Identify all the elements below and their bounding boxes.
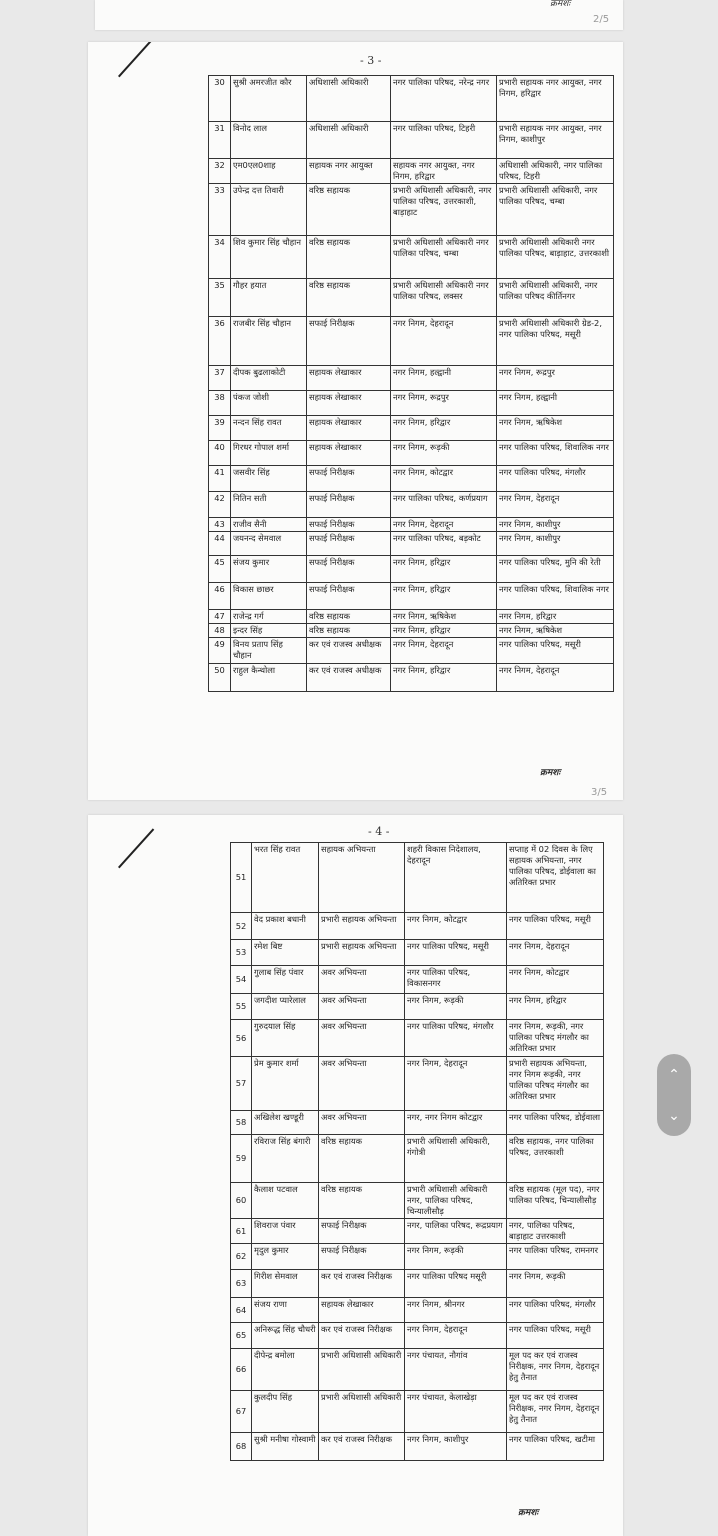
signature-mark: क्रमशः: [550, 0, 571, 9]
cell-sn: 64: [231, 1298, 252, 1323]
cell-name: राजीव सैनी: [231, 518, 307, 532]
cell-to: नगर निगम, हल्द्वानी: [497, 391, 614, 416]
table-row: [209, 122, 614, 159]
table-row: [231, 966, 604, 994]
cell-from: नगर निगम, देहरादून: [391, 518, 497, 532]
table-row: [231, 940, 604, 966]
page-header: - 3 -: [360, 54, 382, 67]
cell-sn: 60: [231, 1183, 252, 1219]
cell-name: विनय प्रताप सिंह चौहान: [231, 638, 307, 664]
cell-post: कर एवं राजस्व निरीक्षक: [319, 1323, 405, 1349]
cell-to: नगर पालिका परिषद, मसूरी: [507, 1323, 604, 1349]
cell-post: सफाई निरीक्षक: [307, 492, 391, 518]
cell-sn: 36: [209, 317, 231, 366]
cell-post: वरिष्ठ सहायक: [307, 184, 391, 236]
cell-post: कर एवं राजस्व अधीक्षक: [307, 664, 391, 692]
cell-name: गुरुदयाल सिंह: [252, 1020, 319, 1057]
cell-to: नगर निगम, काशीपुर: [497, 532, 614, 556]
table-row: [231, 843, 604, 913]
cell-from: नगर, पालिका परिषद, रूद्रप्रयाग: [405, 1219, 507, 1244]
cell-sn: 62: [231, 1244, 252, 1270]
cell-sn: 65: [231, 1323, 252, 1349]
page-number: 2/5: [593, 14, 610, 25]
cell-post: सफाई निरीक्षक: [307, 317, 391, 366]
continued-mark: क्रमशः: [540, 768, 561, 778]
cell-sn: 68: [231, 1433, 252, 1461]
cell-post: अवर अभियन्ता: [319, 966, 405, 994]
page-header: - 4 -: [368, 825, 390, 838]
page-2-bottom: [95, 0, 623, 30]
table-row: [209, 184, 614, 236]
cell-to: नगर पालिका परिषद, डोईवाला: [507, 1111, 604, 1135]
cell-to: नगर पालिका परिषद, मुनि की रेती: [497, 556, 614, 583]
cell-sn: 45: [209, 556, 231, 583]
cell-to: प्रभारी सहायक नगर आयुक्त, नगर निगम, हरिद्वार: [497, 76, 614, 122]
cell-sn: 37: [209, 366, 231, 391]
cell-from: शहरी विकास निदेशालय, देहरादून: [405, 843, 507, 913]
cell-sn: 31: [209, 122, 231, 159]
cell-to: नगर निगम, हरिद्वार: [507, 994, 604, 1020]
table-row: [209, 366, 614, 391]
cell-post: सफाई निरीक्षक: [319, 1219, 405, 1244]
table-row: [209, 466, 614, 492]
table-row: [231, 1244, 604, 1270]
cell-to: प्रभारी सहायक अभियन्ता, नगर निगम रूड़की, नगर पालिका परिषद मंगलौर का अतिरिक्त प्रभार: [507, 1057, 604, 1111]
cell-post: सहायक लेखाकार: [307, 391, 391, 416]
cell-to: नगर पालिका परिषद, मंगलौर: [507, 1298, 604, 1323]
cell-post: सहायक लेखाकार: [307, 441, 391, 466]
table-row: [231, 1135, 604, 1183]
cell-sn: 38: [209, 391, 231, 416]
cell-from: नगर निगम, देहरादून: [391, 317, 497, 366]
cell-from: प्रभारी अधिशासी अधिकारी, नगर पालिका परिषद, उत्तरकाशी, बाड़ाहाट: [391, 184, 497, 236]
cell-to: वरिष्ठ सहायक, नगर पालिका परिषद, उत्तरकाशी: [507, 1135, 604, 1183]
continued-mark: क्रमशः: [518, 1508, 539, 1518]
cell-name: संजय राणा: [252, 1298, 319, 1323]
cell-to: नगर पालिका परिषद, मसूरी: [497, 638, 614, 664]
cell-to: नगर निगम, हरिद्वार: [497, 610, 614, 624]
cell-to: नगर पालिका परिषद, शिवालिक नगर: [497, 441, 614, 466]
cell-post: सफाई निरीक्षक: [307, 556, 391, 583]
cell-to: नगर पालिका परिषद, मसूरी: [507, 913, 604, 940]
table-row: [231, 1433, 604, 1461]
cell-from: नगर निगम, रूड़की: [391, 441, 497, 466]
cell-to: नगर निगम, काशीपुर: [497, 518, 614, 532]
cell-sn: 54: [231, 966, 252, 994]
cell-name: अनिरूद्ध सिंह चौधरी: [252, 1323, 319, 1349]
cell-post: प्रभारी सहायक अभियन्ता: [319, 913, 405, 940]
cell-from: नगर निगम, रूड़की: [405, 994, 507, 1020]
cell-post: वरिष्ठ सहायक: [319, 1183, 405, 1219]
cell-post: वरिष्ठ सहायक: [307, 610, 391, 624]
cell-to: नगर, पालिका परिषद, बाड़ाहाट उत्तरकाशी: [507, 1219, 604, 1244]
table-row: [209, 76, 614, 122]
cell-name: विकास छाछर: [231, 583, 307, 610]
table-row: [231, 1020, 604, 1057]
cell-name: कैलाश पटवाल: [252, 1183, 319, 1219]
cell-sn: 49: [209, 638, 231, 664]
page-3: [88, 42, 623, 800]
cell-name: संजय कुमार: [231, 556, 307, 583]
cell-post: सहायक नगर आयुक्त: [307, 159, 391, 184]
cell-sn: 43: [209, 518, 231, 532]
cell-sn: 59: [231, 1135, 252, 1183]
cell-from: नगर निगम, हरिद्वार: [391, 664, 497, 692]
table-row: [231, 1111, 604, 1135]
table-row: [209, 556, 614, 583]
cell-to: नगर निगम, रूड़की: [507, 1270, 604, 1298]
table-row: [209, 532, 614, 556]
cell-name: वेद प्रकाश बधानी: [252, 913, 319, 940]
table-row: [209, 159, 614, 184]
cell-from: नगर निगम, देहरादून: [405, 1057, 507, 1111]
cell-sn: 48: [209, 624, 231, 638]
cell-to: नगर निगम, देहरादून: [507, 940, 604, 966]
cell-name: राहुल कैन्थोला: [231, 664, 307, 692]
table-row: [231, 1391, 604, 1433]
cell-to: नगर निगम, ऋषिकेश: [497, 624, 614, 638]
cell-to: नगर निगम, रूद्रपुर: [497, 366, 614, 391]
cell-post: कर एवं राजस्व अधीक्षक: [307, 638, 391, 664]
table-row: [231, 1219, 604, 1244]
cell-to: नगर निगम, देहरादून: [497, 664, 614, 692]
cell-from: नगर निगम, देहरादून: [405, 1323, 507, 1349]
cell-sn: 56: [231, 1020, 252, 1057]
cell-from: सहायक नगर आयुक्त, नगर निगम, हरिद्वार: [391, 159, 497, 184]
cell-name: जसवीर सिंह: [231, 466, 307, 492]
cell-name: सुश्री मनीषा गोस्वामी: [252, 1433, 319, 1461]
cell-name: गौहर हयात: [231, 279, 307, 317]
cell-name: विनोद लाल: [231, 122, 307, 159]
table-row: [209, 492, 614, 518]
chevron-up-icon[interactable]: ⌃: [668, 1066, 680, 1083]
cell-post: अवर अभियन्ता: [319, 1020, 405, 1057]
cell-name: इन्दर सिंह: [231, 624, 307, 638]
cell-sn: 39: [209, 416, 231, 441]
cell-from: नगर पालिका परिषद, टिहरी: [391, 122, 497, 159]
cell-post: सफाई निरीक्षक: [307, 466, 391, 492]
cell-sn: 63: [231, 1270, 252, 1298]
cell-from: नगर पालिका परिषद, कर्णप्रयाग: [391, 492, 497, 518]
cell-to: प्रभारी अधिशासी अधिकारी, नगर पालिका परिषद कीर्तिनगर: [497, 279, 614, 317]
cell-to: सप्ताह में 02 दिवस के लिए सहायक अभियन्ता, नगर पालिका परिषद, डोईवाला का अतिरिक्त प्रभार: [507, 843, 604, 913]
cell-from: प्रभारी अधिशासी अधिकारी, गंगोत्री: [405, 1135, 507, 1183]
cell-from: नगर निगम, हरिद्वार: [391, 556, 497, 583]
cell-from: नगर निगम, हरिद्वार: [391, 624, 497, 638]
cell-sn: 53: [231, 940, 252, 966]
cell-sn: 35: [209, 279, 231, 317]
cell-to: नगर निगम, देहरादून: [497, 492, 614, 518]
cell-from: नगर निगम, कोटद्वार: [391, 466, 497, 492]
table-row: [209, 664, 614, 692]
cell-sn: 57: [231, 1057, 252, 1111]
cell-post: वरिष्ठ सहायक: [307, 279, 391, 317]
table-row: [231, 994, 604, 1020]
cell-from: नगर निगम, कोटद्वार: [405, 913, 507, 940]
cell-sn: 52: [231, 913, 252, 940]
table-row: [209, 416, 614, 441]
page-4: [88, 815, 623, 1536]
table-row: [209, 279, 614, 317]
cell-sn: 51: [231, 843, 252, 913]
table-row: [209, 610, 614, 624]
cell-to: प्रभारी अधिशासी अधिकारी नगर पालिका परिषद, बाड़ाहाट, उत्तरकाशी: [497, 236, 614, 279]
table-row: [231, 1349, 604, 1391]
cell-post: प्रभारी अधिशासी अधिकारी: [319, 1391, 405, 1433]
cell-name: शिव कुमार सिंह चौहान: [231, 236, 307, 279]
table-row: [231, 1057, 604, 1111]
cell-sn: 67: [231, 1391, 252, 1433]
cell-name: गिरधर गोपाल शर्मा: [231, 441, 307, 466]
cell-sn: 41: [209, 466, 231, 492]
cell-sn: 66: [231, 1349, 252, 1391]
cell-name: शिवराज पंवार: [252, 1219, 319, 1244]
table-row: [209, 441, 614, 466]
table-row: [231, 1298, 604, 1323]
cell-name: प्रेम कुमार शर्मा: [252, 1057, 319, 1111]
cell-sn: 61: [231, 1219, 252, 1244]
cell-post: प्रभारी अधिशासी अधिकारी: [319, 1349, 405, 1391]
cell-from: नगर निगम, काशीपुर: [405, 1433, 507, 1461]
cell-to: प्रभारी सहायक नगर आयुक्त, नगर निगम, काशीपुर: [497, 122, 614, 159]
cell-sn: 32: [209, 159, 231, 184]
cell-post: अवर अभियन्ता: [319, 994, 405, 1020]
cell-to: अधिशासी अधिकारी, नगर पालिका परिषद, टिहरी: [497, 159, 614, 184]
cell-from: नगर पालिका परिषद, नरेन्द्र नगर: [391, 76, 497, 122]
cell-name: सुश्री अमरजीत कौर: [231, 76, 307, 122]
cell-from: नगर पालिका परिषद, विकासनगर: [405, 966, 507, 994]
cell-from: नगर निगम, श्रीनगर: [405, 1298, 507, 1323]
cell-name: पंकज जोशी: [231, 391, 307, 416]
cell-post: सफाई निरीक्षक: [307, 583, 391, 610]
cell-post: सहायक लेखाकार: [319, 1298, 405, 1323]
cell-from: नगर पालिका परिषद, मसूरी: [405, 940, 507, 966]
cell-to: नगर निगम, ऋषिकेश: [497, 416, 614, 441]
cell-to: नगर पालिका परिषद, खटीमा: [507, 1433, 604, 1461]
cell-sn: 30: [209, 76, 231, 122]
table-row: [209, 317, 614, 366]
cell-to: नगर निगम, रूड़की, नगर पालिका परिषद मंगलौर का अतिरिक्त प्रभार: [507, 1020, 604, 1057]
cell-name: गुलाब सिंह पंवार: [252, 966, 319, 994]
cell-name: दीपक बुढलाकोटी: [231, 366, 307, 391]
cell-name: राजबीर सिंह चौहान: [231, 317, 307, 366]
cell-name: नन्दन सिंह रावत: [231, 416, 307, 441]
cell-post: सफाई निरीक्षक: [307, 532, 391, 556]
cell-to: वरिष्ठ सहायक (मूल पद), नगर पालिका परिषद, चिन्यालीसौड़: [507, 1183, 604, 1219]
cell-name: दीपेन्द्र बमोला: [252, 1349, 319, 1391]
cell-from: नगर निगम, हरिद्वार: [391, 416, 497, 441]
cell-to: नगर पालिका परिषद, रामनगर: [507, 1244, 604, 1270]
cell-name: भरत सिंह रावत: [252, 843, 319, 913]
cell-from: नगर निगम, देहरादून: [391, 638, 497, 664]
cell-name: राजेन्द्र गर्ग: [231, 610, 307, 624]
cell-name: गिरीश सेमवाल: [252, 1270, 319, 1298]
cell-name: रमेश बिष्ट: [252, 940, 319, 966]
table-row: [209, 236, 614, 279]
cell-post: वरिष्ठ सहायक: [307, 624, 391, 638]
cell-sn: 33: [209, 184, 231, 236]
cell-post: सफाई निरीक्षक: [307, 518, 391, 532]
cell-name: जयनन्द सेमवाल: [231, 532, 307, 556]
cell-post: प्रभारी सहायक अभियन्ता: [319, 940, 405, 966]
cell-from: नगर पालिका परिषद, मंगलौर: [405, 1020, 507, 1057]
page-number: 3/5: [591, 787, 608, 798]
cell-name: जगदीश प्यारेलाल: [252, 994, 319, 1020]
cell-from: नगर निगम, हल्द्वानी: [391, 366, 497, 391]
cell-sn: 47: [209, 610, 231, 624]
cell-post: सहायक लेखाकार: [307, 416, 391, 441]
cell-from: नगर निगम, ऋषिकेश: [391, 610, 497, 624]
cell-from: नगर निगम, रूड़की: [405, 1244, 507, 1270]
cell-to: प्रभारी अधिशासी अधिकारी, नगर पालिका परिषद, चम्बा: [497, 184, 614, 236]
transfer-table: [208, 75, 614, 692]
table-row: [209, 583, 614, 610]
cell-post: सहायक लेखाकार: [307, 366, 391, 391]
cell-to: नगर पालिका परिषद, शिवालिक नगर: [497, 583, 614, 610]
cell-post: कर एवं राजस्व निरीक्षक: [319, 1433, 405, 1461]
cell-from: प्रभारी अधिशासी अधिकारी नगर, पालिका परिषद, चिन्यालीसौड़: [405, 1183, 507, 1219]
cell-sn: 42: [209, 492, 231, 518]
cell-post: कर एवं राजस्व निरीक्षक: [319, 1270, 405, 1298]
cell-sn: 58: [231, 1111, 252, 1135]
cell-post: अधिशासी अधिकारी: [307, 122, 391, 159]
table-row: [231, 1183, 604, 1219]
cell-from: प्रभारी अधिशासी अधिकारी नगर पालिका परिषद, चम्बा: [391, 236, 497, 279]
cell-sn: 55: [231, 994, 252, 1020]
cell-from: नगर पंचायत, नौगांव: [405, 1349, 507, 1391]
table-row: [209, 624, 614, 638]
table-row: [231, 913, 604, 940]
cell-name: रविराज सिंह बंगारी: [252, 1135, 319, 1183]
punch-mark: [118, 42, 154, 77]
table-row: [209, 638, 614, 664]
table-row: [209, 391, 614, 416]
cell-from: नगर, नगर निगम कोटद्वार: [405, 1111, 507, 1135]
cell-to: प्रभारी अधिशासी अधिकारी ग्रेड-2, नगर पालिका परिषद, मसूरी: [497, 317, 614, 366]
cell-sn: 50: [209, 664, 231, 692]
table-row: [209, 518, 614, 532]
cell-name: मृदुल कुमार: [252, 1244, 319, 1270]
cell-to: नगर निगम, कोटद्वार: [507, 966, 604, 994]
cell-from: प्रभारी अधिशासी अधिकारी नगर पालिका परिषद, लक्सर: [391, 279, 497, 317]
cell-name: नितिन सती: [231, 492, 307, 518]
cell-post: अवर अभियन्ता: [319, 1057, 405, 1111]
cell-sn: 46: [209, 583, 231, 610]
cell-from: नगर पालिका परिषद मसूरी: [405, 1270, 507, 1298]
cell-post: अधिशासी अधिकारी: [307, 76, 391, 122]
cell-from: नगर पंचायत, केलाखेड़ा: [405, 1391, 507, 1433]
punch-mark: [118, 828, 154, 868]
cell-from: नगर निगम, हरिद्वार: [391, 583, 497, 610]
cell-sn: 34: [209, 236, 231, 279]
cell-sn: 40: [209, 441, 231, 466]
cell-name: कुलदीप सिंह: [252, 1391, 319, 1433]
cell-to: मूल पद कर एवं राजस्व निरीक्षक, नगर निगम, देहरादून हेतु तैनात: [507, 1349, 604, 1391]
cell-name: अखिलेश खण्डूरी: [252, 1111, 319, 1135]
chevron-down-icon[interactable]: ⌄: [668, 1107, 680, 1124]
cell-name: उपेन्द्र दत्त तिवारी: [231, 184, 307, 236]
table-row: [231, 1270, 604, 1298]
cell-from: नगर निगम, रूद्रपुर: [391, 391, 497, 416]
cell-post: वरिष्ठ सहायक: [319, 1135, 405, 1183]
cell-name: एम0एल0शाह: [231, 159, 307, 184]
cell-sn: 44: [209, 532, 231, 556]
cell-post: सहायक अभियन्ता: [319, 843, 405, 913]
cell-to: मूल पद कर एवं राजस्व निरीक्षक, नगर निगम, देहरादून हेतु तैनात: [507, 1391, 604, 1433]
table-row: [231, 1323, 604, 1349]
cell-post: अवर अभियन्ता: [319, 1111, 405, 1135]
cell-from: नगर पालिका परिषद, बड़कोट: [391, 532, 497, 556]
cell-post: सफाई निरीक्षक: [319, 1244, 405, 1270]
cell-post: वरिष्ठ सहायक: [307, 236, 391, 279]
transfer-table: [230, 842, 604, 1461]
scroll-controls[interactable]: [657, 1054, 691, 1136]
cell-to: नगर पालिका परिषद, मंगलौर: [497, 466, 614, 492]
